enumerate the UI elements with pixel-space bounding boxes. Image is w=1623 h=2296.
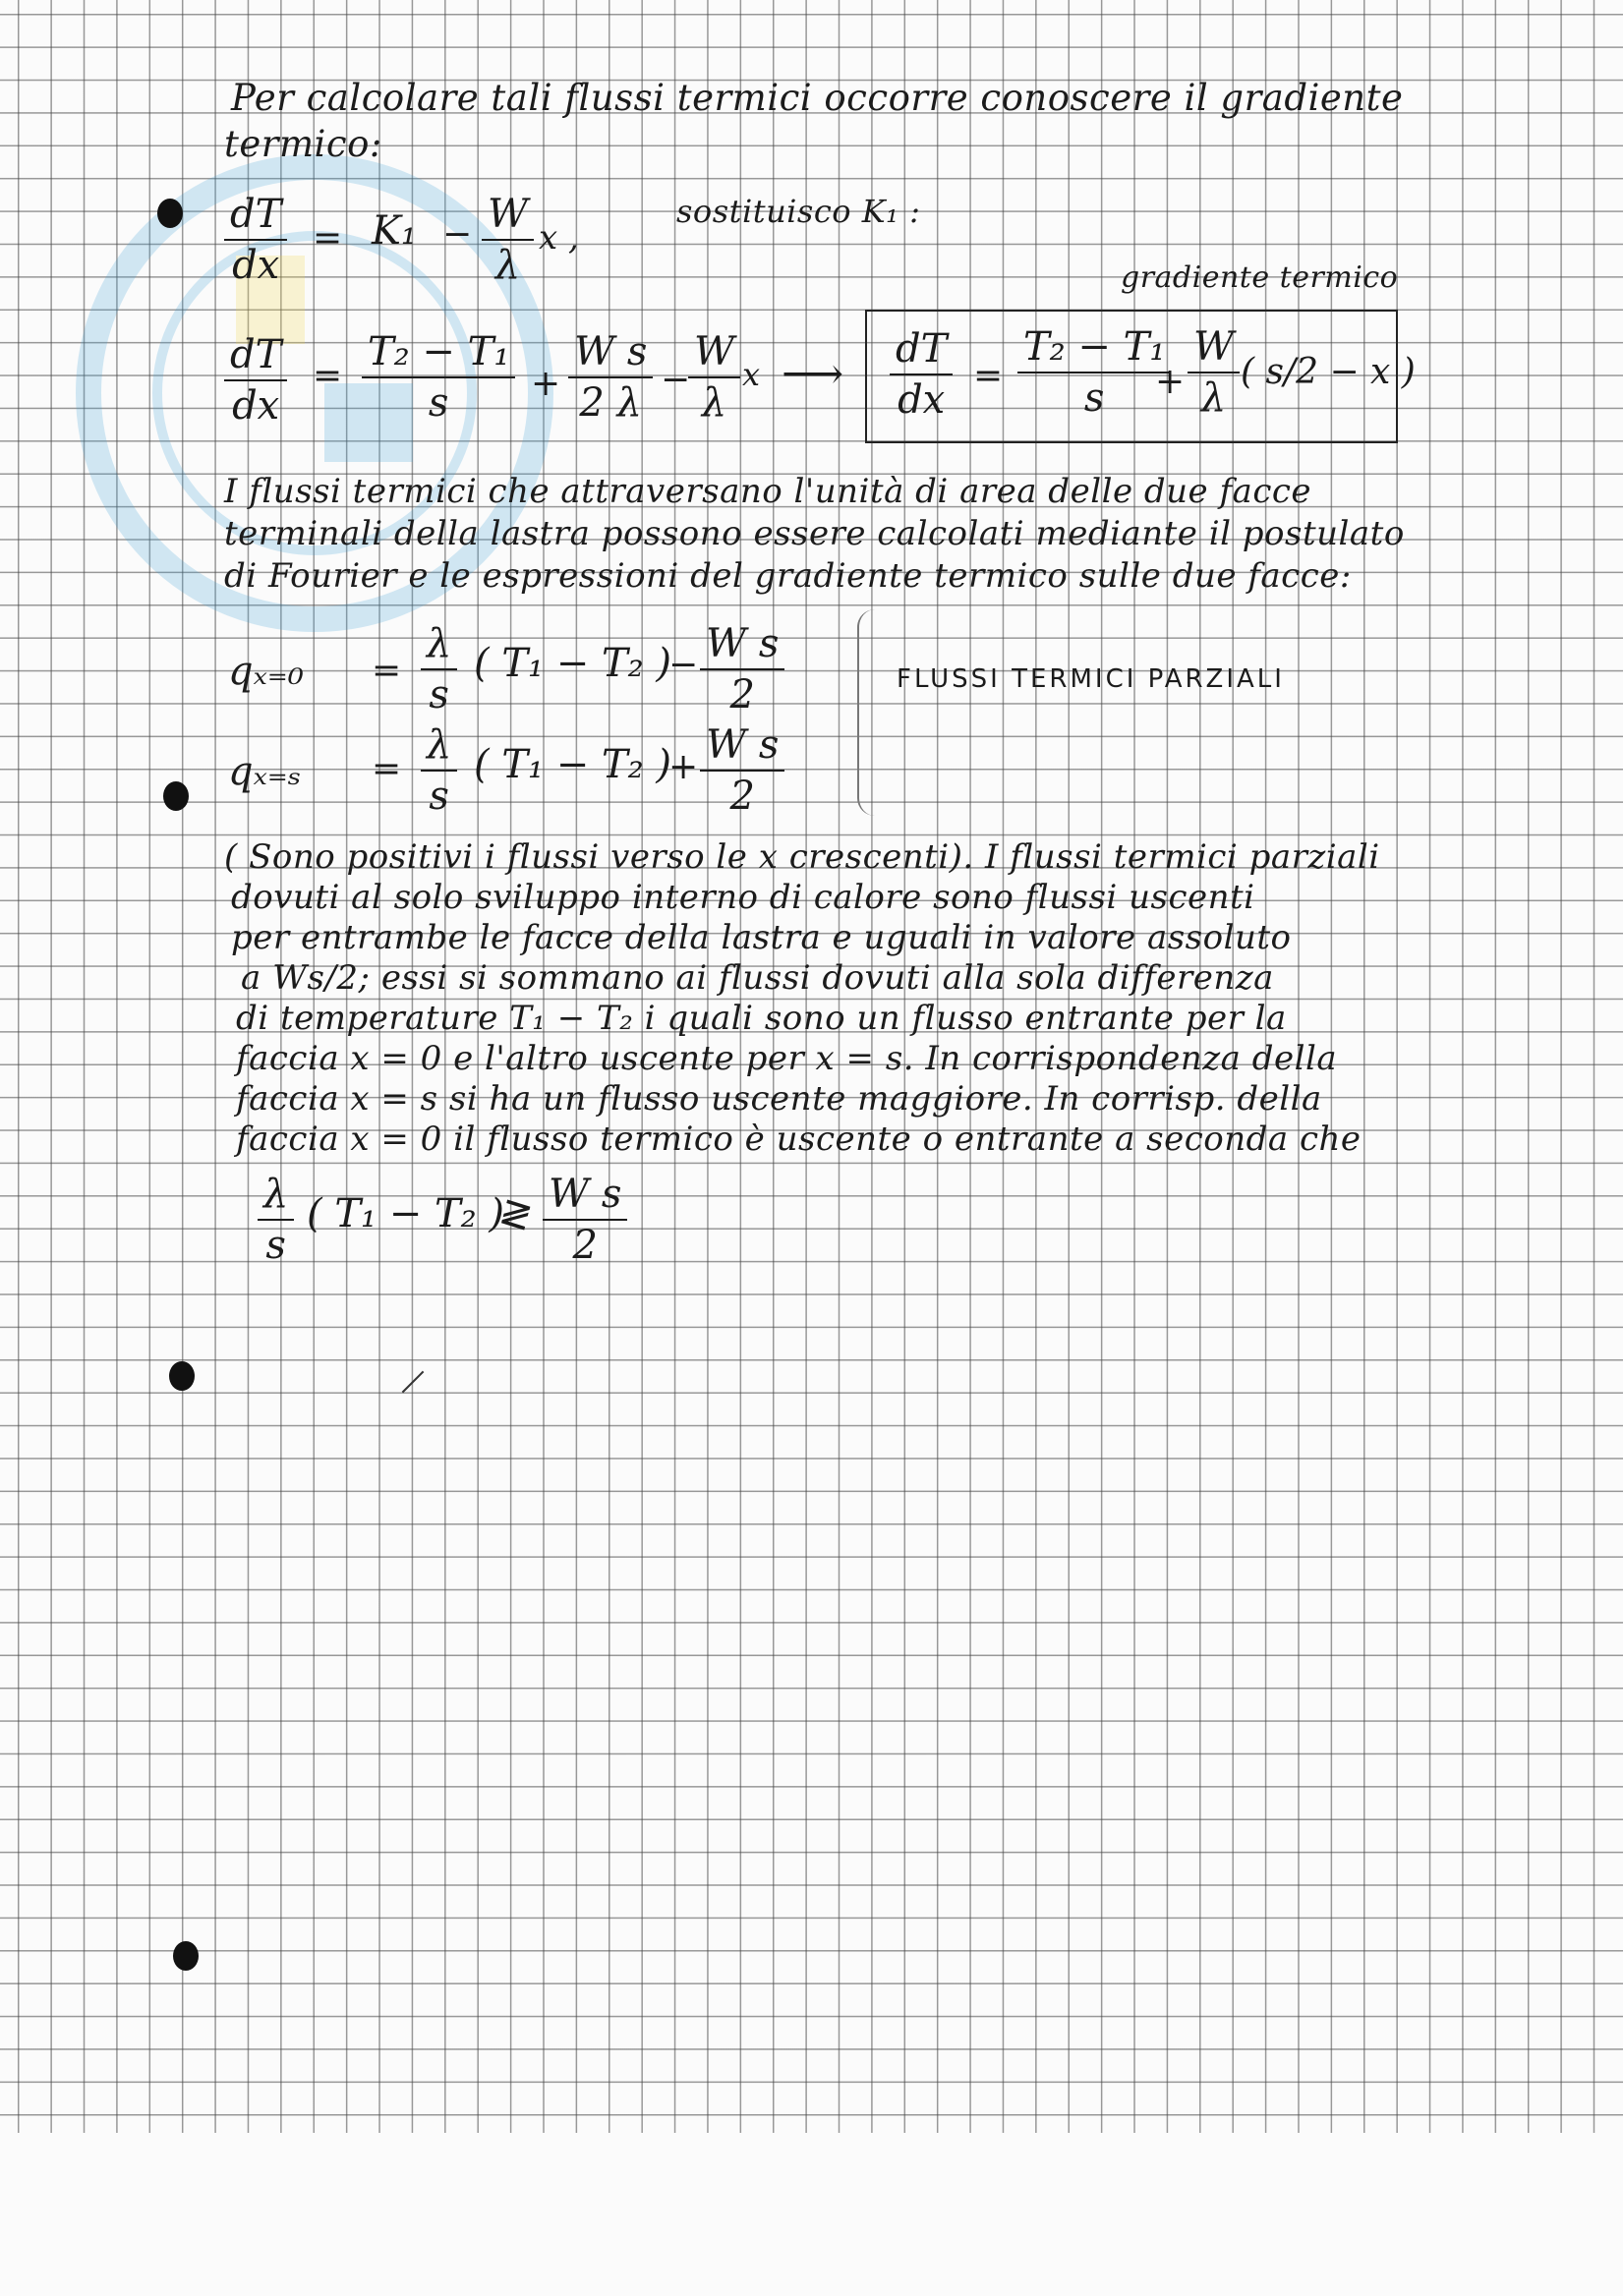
- ineq-ws-frac: $\frac{\text{W s}}{2}$: [543, 1172, 627, 1268]
- boxed-plus: +: [1155, 362, 1186, 402]
- q0-lambda-frac: $\frac{\lambda}{s}$: [421, 621, 457, 718]
- eq2-temp-frac: $\frac{\text{T₂ − T₁}}{s}$: [362, 329, 515, 426]
- eq1-lhs: $\frac{dT}{dx}$: [224, 192, 287, 288]
- para2-line-6: faccia x = 0 e l'altro uscente per x = s. In corrispondenza della: [236, 1039, 1338, 1078]
- bottom-margin: [0, 2133, 1623, 2296]
- eq2-minus: −: [661, 360, 691, 400]
- eq1-x: x ,: [539, 218, 579, 258]
- eq2-equals: =: [313, 356, 343, 396]
- q0-ws-frac: $\frac{\text{W s}}{2}$: [700, 621, 784, 718]
- gradient-label: gradiente termico: [1121, 260, 1399, 295]
- intro-line-2: termico:: [224, 123, 382, 165]
- qs-lhs: qₓ₌ₛ: [228, 749, 302, 794]
- q0-lhs: qₓ₌₀: [228, 649, 304, 694]
- eq2-arrow: ⟶: [782, 349, 844, 399]
- boxed-paren: ( s/2 − x ): [1241, 352, 1416, 392]
- eq1-w-over-lambda: $\frac{W}{\lambda}$: [482, 192, 534, 288]
- partial-flux-label: FLUSSI TERMICI PARZIALI: [897, 664, 1285, 694]
- brace: [857, 609, 879, 816]
- q0-equals: =: [372, 651, 402, 691]
- para2-line-4: a Ws/2; essi si sommano ai flussi dovuti alla sola differenza: [241, 958, 1274, 998]
- para2-line-5: di temperature T₁ − T₂ i quali sono un flusso entrante per la: [236, 999, 1287, 1038]
- eq1-substitute-text: sostituisco K₁ :: [676, 193, 921, 230]
- para2-line-7: faccia x = s si ha un flusso uscente maggiore. In corrisp. della: [236, 1079, 1322, 1119]
- ineq-paren: ( T₁ − T₂ ): [307, 1191, 505, 1236]
- punch-hole: [157, 199, 183, 228]
- eq1-equals: =: [313, 218, 343, 258]
- qs-equals: =: [372, 749, 402, 789]
- ineq-relation: ≷: [496, 1191, 530, 1236]
- q0-paren: ( T₁ − T₂ ): [474, 641, 672, 686]
- para1-line-1: I flussi termici che attraversano l'unità di area delle due facce: [224, 472, 1312, 511]
- punch-hole: [163, 781, 189, 811]
- boxed-lhs: $\frac{dT}{dx}$: [890, 326, 953, 423]
- boxed-equals: =: [973, 356, 1004, 396]
- ineq-lambda-frac: $\frac{\lambda}{s}$: [258, 1172, 294, 1268]
- para1-line-2: terminali della lastra possono essere calcolati mediante il postulato: [224, 514, 1405, 553]
- para2-line-1: ( Sono positivi i flussi verso le x crescenti). I flussi termici parziali: [224, 837, 1380, 877]
- eq2-w-frac: $\frac{W}{\lambda}$: [688, 329, 740, 426]
- punch-hole: [173, 1941, 199, 1971]
- boxed-w-frac: $\frac{W}{\lambda}$: [1188, 324, 1240, 421]
- intro-line-1: Per calcolare tali flussi termici occorre conoscere il gradiente: [231, 77, 1404, 119]
- eq1-k1: K₁: [372, 208, 417, 254]
- boxed-temp-frac: $\frac{\text{T₂ − T₁}}{s}$: [1017, 324, 1171, 421]
- eq1-minus: −: [442, 214, 473, 255]
- qs-lambda-frac: $\frac{\lambda}{s}$: [421, 722, 457, 819]
- eq2-lhs: $\frac{dT}{dx}$: [224, 332, 287, 429]
- eq2-plus: +: [531, 364, 561, 404]
- stray-pen-mark: [402, 1371, 425, 1394]
- q0-minus: −: [668, 645, 699, 685]
- eq2-ws-frac: $\frac{\text{W s}}{2 \lambda}$: [568, 329, 653, 426]
- para2-line-8: faccia x = 0 il flusso termico è uscente o entrante a seconda che: [236, 1119, 1362, 1159]
- para2-line-3: per entrambe le facce della lastra e uguali in valore assoluto: [231, 918, 1292, 957]
- eq2-x: x: [742, 356, 761, 393]
- qs-ws-frac: $\frac{\text{W s}}{2}$: [700, 722, 784, 819]
- qs-plus: +: [668, 747, 699, 787]
- qs-paren: ( T₁ − T₂ ): [474, 742, 672, 787]
- para1-line-3: di Fourier e le espressioni del gradiente termico sulle due facce:: [224, 556, 1352, 596]
- para2-line-2: dovuti al solo sviluppo interno di calore sono flussi uscenti: [231, 878, 1255, 917]
- punch-hole: [169, 1361, 195, 1391]
